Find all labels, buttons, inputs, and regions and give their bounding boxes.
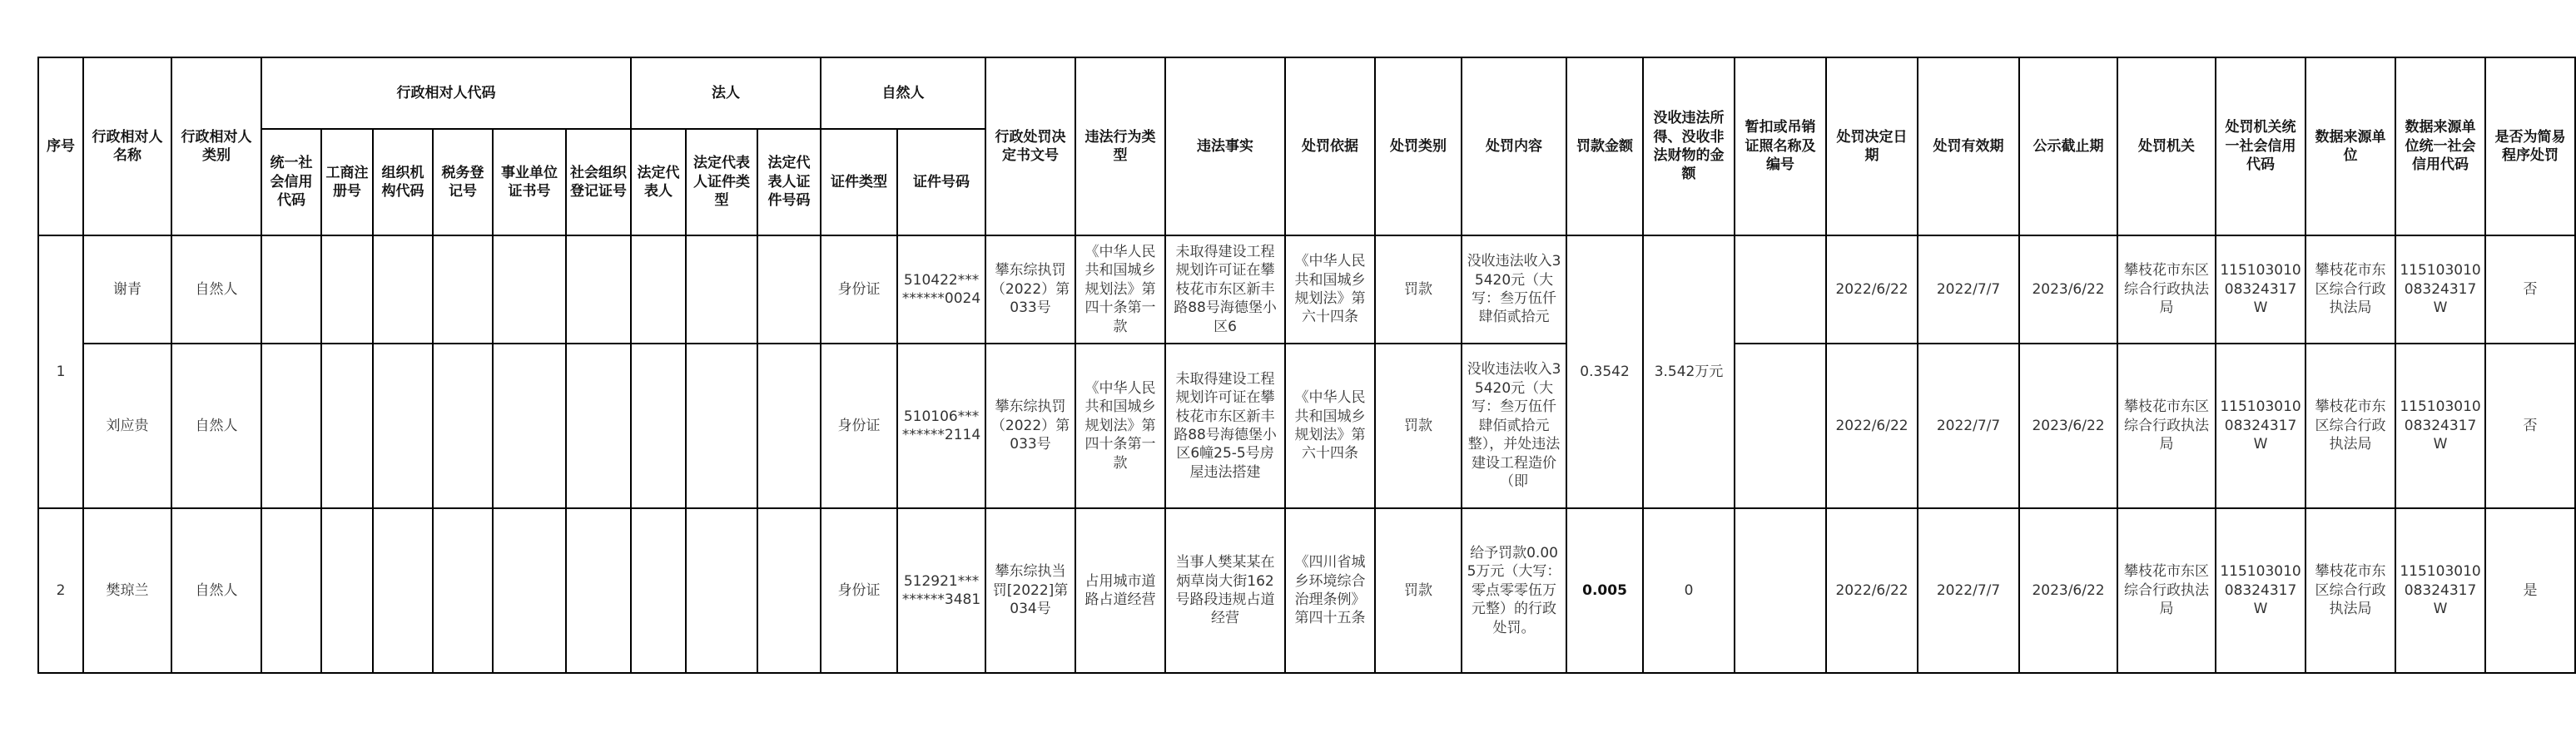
cell-source-code: 11510301008324317W [2395, 235, 2485, 344]
table-row [38, 508, 2575, 673]
header-confiscation: 没收违法所得、没收非法财物的金额 [1643, 57, 1735, 235]
cell-tax-reg [433, 235, 493, 344]
cell-seq: 2 [38, 508, 83, 673]
cell-inst-cert [493, 508, 566, 673]
cell-content: 给予罚款0.005万元（大写：零点零零伍万元整）的行政处罚。 [1462, 508, 1566, 673]
cell-biz-reg [321, 344, 373, 508]
cell-decision-date: 2022/6/22 [1826, 508, 1918, 673]
header-legal-rep-id-no: 法定代表人证件号码 [757, 129, 821, 235]
header-basis: 处罚依据 [1285, 57, 1375, 235]
cell-content [1462, 344, 1566, 508]
cell-valid-date: 2022/7/7 [1918, 344, 2019, 508]
cell-decision-doc-no: 攀东综执罚（2022）第033号 [985, 235, 1075, 344]
header-simple-procedure: 是否为简易程序处罚 [2485, 57, 2575, 235]
cell-fine: 0.005 [1566, 508, 1643, 673]
cell-legal-rep-id-type [686, 508, 757, 673]
header-authority-code: 处罚机关统一社会信用代码 [2216, 57, 2305, 235]
cell-party-name: 樊琼兰 [83, 508, 171, 673]
cell-license-revoked [1735, 235, 1826, 344]
cell-party-name: 谢青 [83, 235, 171, 344]
header-id-no: 证件号码 [897, 129, 985, 235]
cell-basis: 《中华人民共和国城乡规划法》第六十四条 [1285, 344, 1375, 508]
cell-id-type: 身份证 [821, 344, 897, 508]
cell-facts: 当事人樊某某在炳草岗大街162号路段违规占道经营 [1165, 508, 1285, 673]
cell-violation-type: 占用城市道路占道经营 [1075, 508, 1165, 673]
cell-biz-reg [321, 235, 373, 344]
table-row [38, 344, 2575, 508]
cell-org-code [373, 235, 433, 344]
cell-credit-code [261, 235, 321, 344]
cell-basis: 《中华人民共和国城乡规划法》第六十四条 [1285, 235, 1375, 344]
cell-license-revoked [1735, 344, 1826, 508]
cell-confiscation: 3.542万元 [1643, 235, 1735, 508]
cell-facts [1165, 235, 1285, 344]
cell-social-org [566, 508, 631, 673]
cell-id-no: 512921*********3481 [897, 508, 985, 673]
cell-legal-rep [631, 508, 686, 673]
cell-legal-rep-id-type [686, 344, 757, 508]
cell-simple-procedure: 否 [2485, 344, 2575, 508]
cell-violation-type: 《中华人民共和国城乡规划法》第四十条第一款 [1075, 235, 1165, 344]
cell-source-code: 11510301008324317W [2395, 344, 2485, 508]
header-legal-rep: 法定代表人 [631, 129, 686, 235]
cell-decision-doc-no: 攀东综执罚（2022）第033号 [985, 344, 1075, 508]
cell-social-org [566, 235, 631, 344]
header-party-type: 行政相对人类别 [171, 57, 261, 235]
header-credit-code: 统一社会信用代码 [261, 129, 321, 235]
cell-party-type: 自然人 [171, 235, 261, 344]
cell-legal-rep [631, 344, 686, 508]
cell-legal-rep-id-no [757, 235, 821, 344]
cell-org-code [373, 344, 433, 508]
header-content: 处罚内容 [1462, 57, 1566, 235]
cell-facts: 未取得建设工程规划许可证在攀枝花市东区新丰路88号海德堡小区6幢25-5号房屋违法搭建 [1165, 344, 1285, 508]
cell-facts-text: 未取得建设工程规划许可证在攀枝花市东区新丰路88号海德堡小区6 [1174, 243, 1277, 335]
header-license-revoked: 暂扣或吊销证照名称及编号 [1735, 57, 1826, 235]
header-source-unit: 数据来源单位 [2305, 57, 2395, 235]
cell-violation-type: 《中华人民共和国城乡规划法》第四十条第一款 [1075, 344, 1165, 508]
cell-content [1462, 235, 1566, 344]
cell-party-name: 刘应贵 [83, 344, 171, 508]
header-source-code: 数据来源单位统一社会信用代码 [2395, 57, 2485, 235]
cell-party-type: 自然人 [171, 344, 261, 508]
header-authority: 处罚机关 [2117, 57, 2216, 235]
cell-source-unit: 攀枝花市东区综合行政执法局 [2305, 344, 2395, 508]
header-category: 处罚类别 [1375, 57, 1462, 235]
cell-inst-cert [493, 344, 566, 508]
header-legal-rep-id-type: 法定代表人证件类型 [686, 129, 757, 235]
cell-authority: 攀枝花市东区综合行政执法局 [2117, 508, 2216, 673]
cell-valid-date: 2022/7/7 [1918, 235, 2019, 344]
cell-social-org [566, 344, 631, 508]
header-violation-type: 违法行为类型 [1075, 57, 1165, 235]
header-biz-reg: 工商注册号 [321, 129, 373, 235]
cell-authority: 攀枝花市东区综合行政执法局 [2117, 235, 2216, 344]
header-org-code: 组织机构代码 [373, 129, 433, 235]
cell-id-no: 510422*********0024 [897, 235, 985, 344]
header-valid-date: 处罚有效期 [1918, 57, 2019, 235]
cell-legal-rep-id-type [686, 235, 757, 344]
cell-authority-code: 11510301008324317W [2216, 235, 2305, 344]
header-legal-group: 法人 [631, 57, 821, 129]
cell-confiscation: 0 [1643, 508, 1735, 673]
cell-legal-rep-id-no [757, 508, 821, 673]
cell-valid-date: 2022/7/7 [1918, 508, 2019, 673]
cell-id-type: 身份证 [821, 508, 897, 673]
cell-seq: 1 [38, 235, 83, 508]
cell-decision-doc-no: 攀东综执当罚[2022]第034号 [985, 508, 1075, 673]
header-decision-date: 处罚决定日期 [1826, 57, 1918, 235]
cell-credit-code [261, 508, 321, 673]
cell-inst-cert [493, 235, 566, 344]
cell-id-no: 510106*********2114 [897, 344, 985, 508]
cell-fine: 0.3542 [1566, 235, 1643, 508]
cell-category: 罚款 [1375, 344, 1462, 508]
cell-basis: 《四川省城乡环境综合治理条例》第四十五条 [1285, 508, 1375, 673]
header-party-code-group: 行政相对人代码 [261, 57, 631, 129]
cell-credit-code [261, 344, 321, 508]
cell-tax-reg [433, 508, 493, 673]
header-seq: 序号 [38, 57, 83, 235]
header-natural-group: 自然人 [821, 57, 985, 129]
cell-tax-reg [433, 344, 493, 508]
cell-license-revoked [1735, 508, 1826, 673]
cell-category: 罚款 [1375, 235, 1462, 344]
header-tax-reg: 税务登记号 [433, 129, 493, 235]
cell-source-code: 11510301008324317W [2395, 508, 2485, 673]
cell-decision-date: 2022/6/22 [1826, 235, 1918, 344]
cell-authority-code: 11510301008324317W [2216, 344, 2305, 508]
header-party-name: 行政相对人名称 [83, 57, 171, 235]
header-inst-cert: 事业单位证书号 [493, 129, 566, 235]
header-fine: 罚款金额 [1566, 57, 1643, 235]
header-decision-doc-no: 行政处罚决定书文号 [985, 57, 1075, 235]
cell-content-text: 没收违法收入35420元（大写：叁万伍仟肆佰贰拾元 [1467, 253, 1561, 326]
cell-party-type: 自然人 [171, 508, 261, 673]
cell-publicity-end: 2023/6/22 [2019, 344, 2117, 508]
cell-authority-code: 11510301008324317W [2216, 508, 2305, 673]
cell-simple-procedure: 是 [2485, 508, 2575, 673]
cell-id-type: 身份证 [821, 235, 897, 344]
table-row [38, 235, 2575, 344]
cell-decision-date: 2022/6/22 [1826, 344, 1918, 508]
cell-authority: 攀枝花市东区综合行政执法局 [2117, 344, 2216, 508]
header-social-org: 社会组织登记证号 [566, 129, 631, 235]
cell-simple-procedure: 否 [2485, 235, 2575, 344]
cell-biz-reg [321, 508, 373, 673]
cell-org-code [373, 508, 433, 673]
cell-source-unit: 攀枝花市东区综合行政执法局 [2305, 508, 2395, 673]
header-id-type: 证件类型 [821, 129, 897, 235]
header-publicity-end: 公示截止期 [2019, 57, 2117, 235]
cell-category: 罚款 [1375, 508, 1462, 673]
cell-legal-rep-id-no [757, 344, 821, 508]
cell-publicity-end: 2023/6/22 [2019, 508, 2117, 673]
cell-content-text: 没收违法收入35420元（大写：叁万伍仟肆佰贰拾元整），并处违法建设工程造价（即 [1467, 361, 1561, 491]
cell-source-unit: 攀枝花市东区综合行政执法局 [2305, 235, 2395, 344]
cell-legal-rep [631, 235, 686, 344]
cell-publicity-end: 2023/6/22 [2019, 235, 2117, 344]
header-facts: 违法事实 [1165, 57, 1285, 235]
penalty-disclosure-table [37, 57, 2576, 674]
